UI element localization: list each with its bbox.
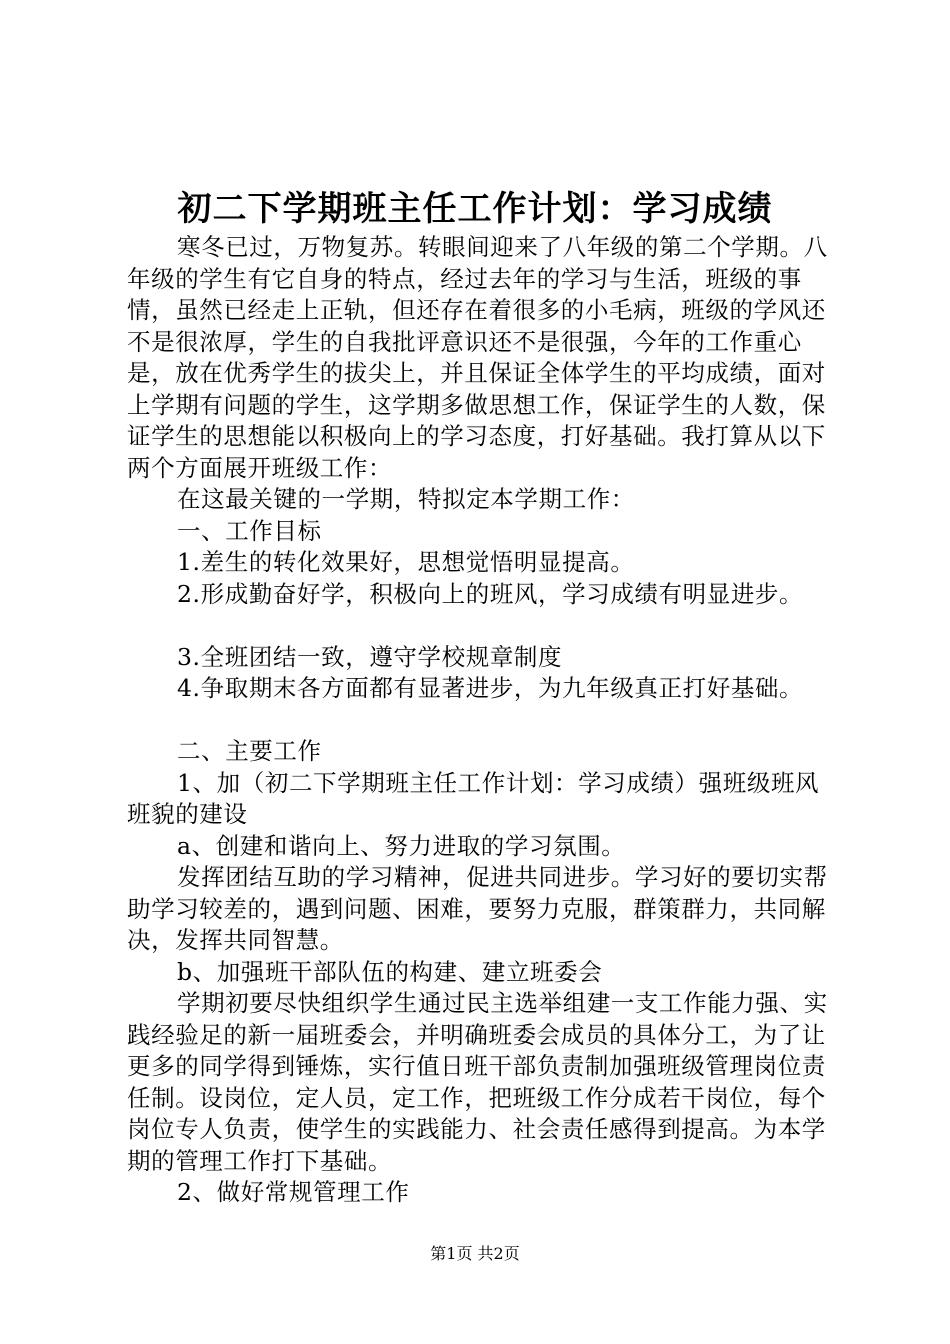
page-footer: 第1页 共2页 [430, 1244, 520, 1263]
paragraph-intro: 寒冬已过，万物复苏。转眼间迎来了八年级的第二个学期。八年级的学生有它自身的特点，经过去年的学习与生活，班级的事情，虽然已经走上正轨，但还存在着很多的小毛病，班级的学风还不是很浓厚，学生的自我批评意识还不是很强，今年的工作重心是，放在优秀学生的拔尖上，并且保证全体学生的平均成绩，面对上学期有问题的学生，这学期多做思想工作，保证学生的人数，保证学生的思想能以积极向上的学习态度，打好基础。我打算从以下两个方面展开班级工作： [127, 233, 828, 482]
paragraph-cooperation: 发挥团结互助的学习精神，促进共同进步。学习好的要切实帮助学习较差的，遇到问题、困难，要努力克服，群策群力，共同解决，发挥共同智慧。 [127, 863, 828, 954]
goal-item-3: 3.全班团结一致，遵守学校规章制度 [177, 642, 563, 671]
blank-line [127, 705, 842, 737]
paragraph-class-committee: 学期初要尽快组织学生通过民主选举组建一支工作能力强、实践经验足的新一届班委会，并明确班委会成员的具体分工，为了让更多的同学得到锤炼，实行值日班干部负责制加强班级管理岗位责任制。设岗位，定人员，定工作，把班级工作分成若干岗位，每个岗位专人负责，使学生的实践能力、社会责任感得到提高。为本学期的管理工作打下基础。 [127, 989, 828, 1175]
paragraph-preface: 在这最关键的一学期，特拟定本学期工作： [177, 485, 635, 513]
goal-item-2: 2.形成勤奋好学，积极向上的班风，学习成绩有明显进步。 [177, 579, 804, 608]
section-heading-goals: 一、工作目标 [177, 516, 322, 545]
document-body [127, 232, 842, 1209]
work-item-1: 1、加（初二下学期班主任工作计划：学习成绩）强班级班风班貌的建设 [127, 768, 820, 828]
work-item-2: 2、做好常规管理工作 [177, 1178, 410, 1206]
document-title: 初二下学期班主任工作计划：学习成绩 [177, 189, 773, 229]
work-subitem-b: b、加强班干部队伍的构建、建立班委会 [177, 957, 603, 986]
work-subitem-a: a、创建和谐向上、努力进取的学习氛围。 [177, 831, 626, 860]
goal-item-4: 4.争取期末各方面都有显著进步，为九年级真正打好基础。 [177, 674, 804, 702]
section-heading-main-work: 二、主要工作 [177, 737, 322, 765]
blank-line [127, 610, 842, 642]
goal-item-1: 1.差生的转化效果好，思想觉悟明显提高。 [177, 548, 635, 576]
